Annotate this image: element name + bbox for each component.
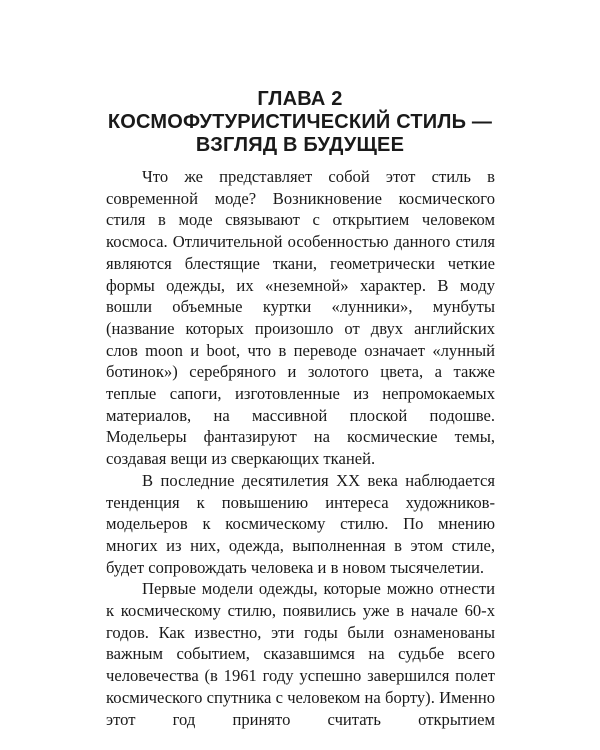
chapter-title-line-2: ВЗГЛЯД В БУДУЩЕЕ xyxy=(195,134,405,156)
chapter-body xyxy=(106,166,495,730)
chapter-number: ГЛАВА 2 xyxy=(257,88,343,110)
paragraph: Что же представляет собой этот стиль в современной моде? Возникновение космического стиля в моде связывают с открытием человеком космоса. Отличительной особенностью данного стиля являются блестящие ткани, геометрически четкие формы одежды, их «неземной» характер. В моду вошли объемные куртки «лунники», мунбуты (название которых произошло от двух английских слов moon и boot, что в переводе означает «лунный ботинок») серебряного и золотого цвета, а также теплые сапоги, изготовленные из непромокаемых материалов, на массивной плоской подошве. Модельеры фантазируют на космические темы, создавая вещи из сверкающих тканей. xyxy=(106,167,495,469)
paragraph: В последние десятилетия XX века наблюдается тенденция к повышению интереса художников-модельеров к космическому стилю. По мнению многих из них, одежда, выполненная в этом стиле, будет сопровождать человека и в новом тысячелетии. xyxy=(106,470,495,577)
paragraph: Первые модели одежды, которые можно отнести к космическому стилю, появились уже в начале 60-х годов. Как известно, эти годы были ознаменованы важным событием, сказавшимся на судьбе всего человечества (в 1961 году успешно завершился полет космического спутника с человеком на борту). Именно этот год принято считать открытием xyxy=(106,579,495,729)
chapter-heading xyxy=(100,88,500,157)
chapter-title-line-1: КОСМОФУТУРИСТИЧЕСКИЙ СТИЛЬ — xyxy=(107,111,493,133)
